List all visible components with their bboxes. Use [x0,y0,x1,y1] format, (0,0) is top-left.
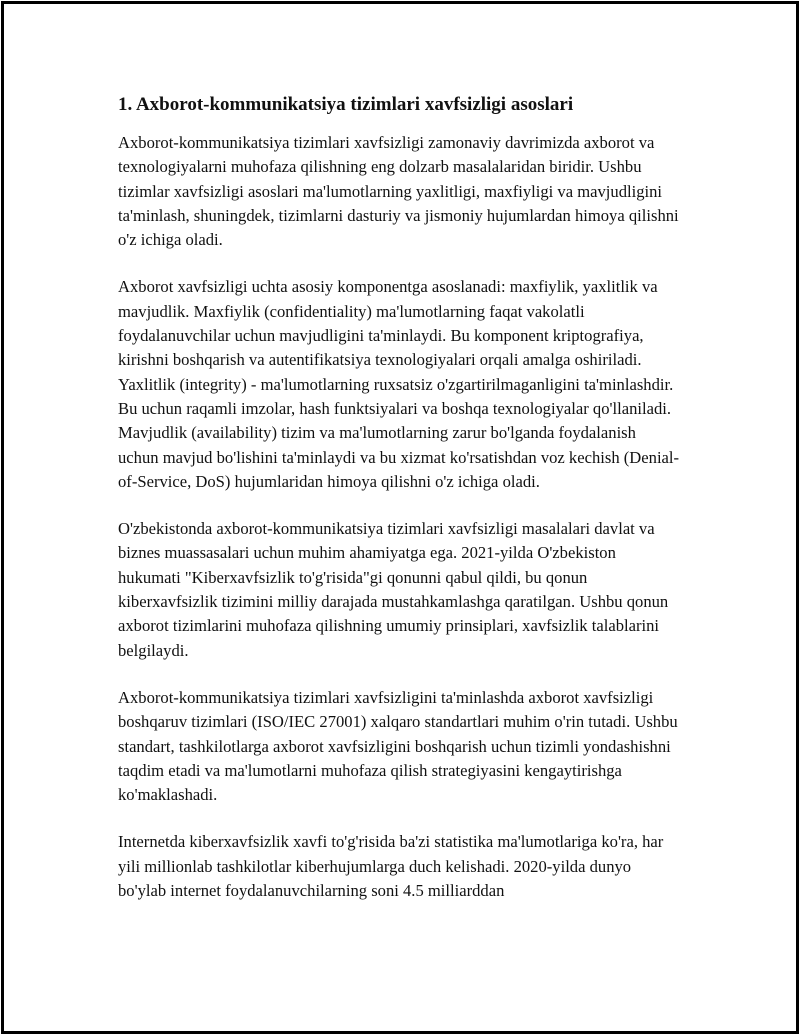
paragraph-iso-standard: Axborot-kommunikatsiya tizimlari xavfsizligini ta'minlashda axborot xavfsizligi boshqaruv tizimlari (ISO/IEC 27001) xalqaro standartlari muhim o'rin tutadi. Ushbu standart, tashkilotlarga axborot xavfsizligini boshqarish uchun tizimli yondashishni taqdim etadi va ma'lumotlarni muhofaza qilish strategiyasini kengaytirishga ko'maklashadi. [118,687,678,805]
section-heading: 1. Axborot-kommunikatsiya tizimlari xavfsizligi asoslari [118,94,574,115]
paragraph-components: Axborot xavfsizligi uchta asosiy komponentga asoslanadi: maxfiylik, yaxlitlik va mavjudlik. Maxfiylik (confidentiality) ma'lumotlarning faqat vakolatli foydalanuvchilar uchun mavjudligini ta'minlaydi. Bu komponent kriptografiya, kirishni boshqarish va autentifikatsiya texnologiyalari orqali amalga oshiriladi. Yaxlitlik (integrity) - ma'lumotlarning ruxsatsiz o'zgartirilmaganligini ta'minlashdir. Bu uchun raqamli imzolar, hash funktsiyalari va boshqa texnologiyalar qo'llaniladi. Mavjudlik (availability) tizim va ma'lumotlarning zarur bo'lganda foydalanish uchun mavjud bo'lishini ta'minlaydi va bu xizmat ko'rsatishdan voz kechish (Denial-of-Service, DoS) hujumlaridan himoya qilishni o'z ichiga oladi. [118,277,680,491]
paragraph-intro: Axborot-kommunikatsiya tizimlari xavfsizligi zamonaviy davrimizda axborot va texnologiyalarni muhofaza qilishning eng dolzarb masalalaridan biridir. Ushbu tizimlar xavfsizligi asoslari ma'lumotlarning yaxlitligi, maxfiyligi va mavjudligini ta'minlash, shuningdek, tizimlarni dasturiy va jismoniy hujumlardan himoya qilishni o'z ichiga oladi. [118,133,679,250]
paragraph-uzbekistan-law: O'zbekistonda axborot-kommunikatsiya tizimlari xavfsizligi masalalari davlat va biznes muassasalari uchun muhim ahamiyatga ega. 2021-yilda O'zbekiston hukumati "Kiberxavfsizlik to'g'risida"gi qonunni qabul qildi, bu qonun kiberxavfsizlik tizimini milliy darajada mustahkamlashga qaratilgan. Ushbu qonun axborot tizimlarini muhofaza qilishning umumiy prinsiplari, xavfsizlik talablarini belgilaydi. [118,519,669,660]
document-body [118,92,680,926]
paragraph-statistics: Internetda kiberxavfsizlik xavfi to'g'risida ba'zi statistika ma'lumotlariga ko'ra, har yili millionlab tashkilotlar kiberhujumlarga duch kelishadi. 2020-yilda dunyo bo'ylab internet foydalanuvchilarning soni 4.5 milliarddan [118,832,664,901]
